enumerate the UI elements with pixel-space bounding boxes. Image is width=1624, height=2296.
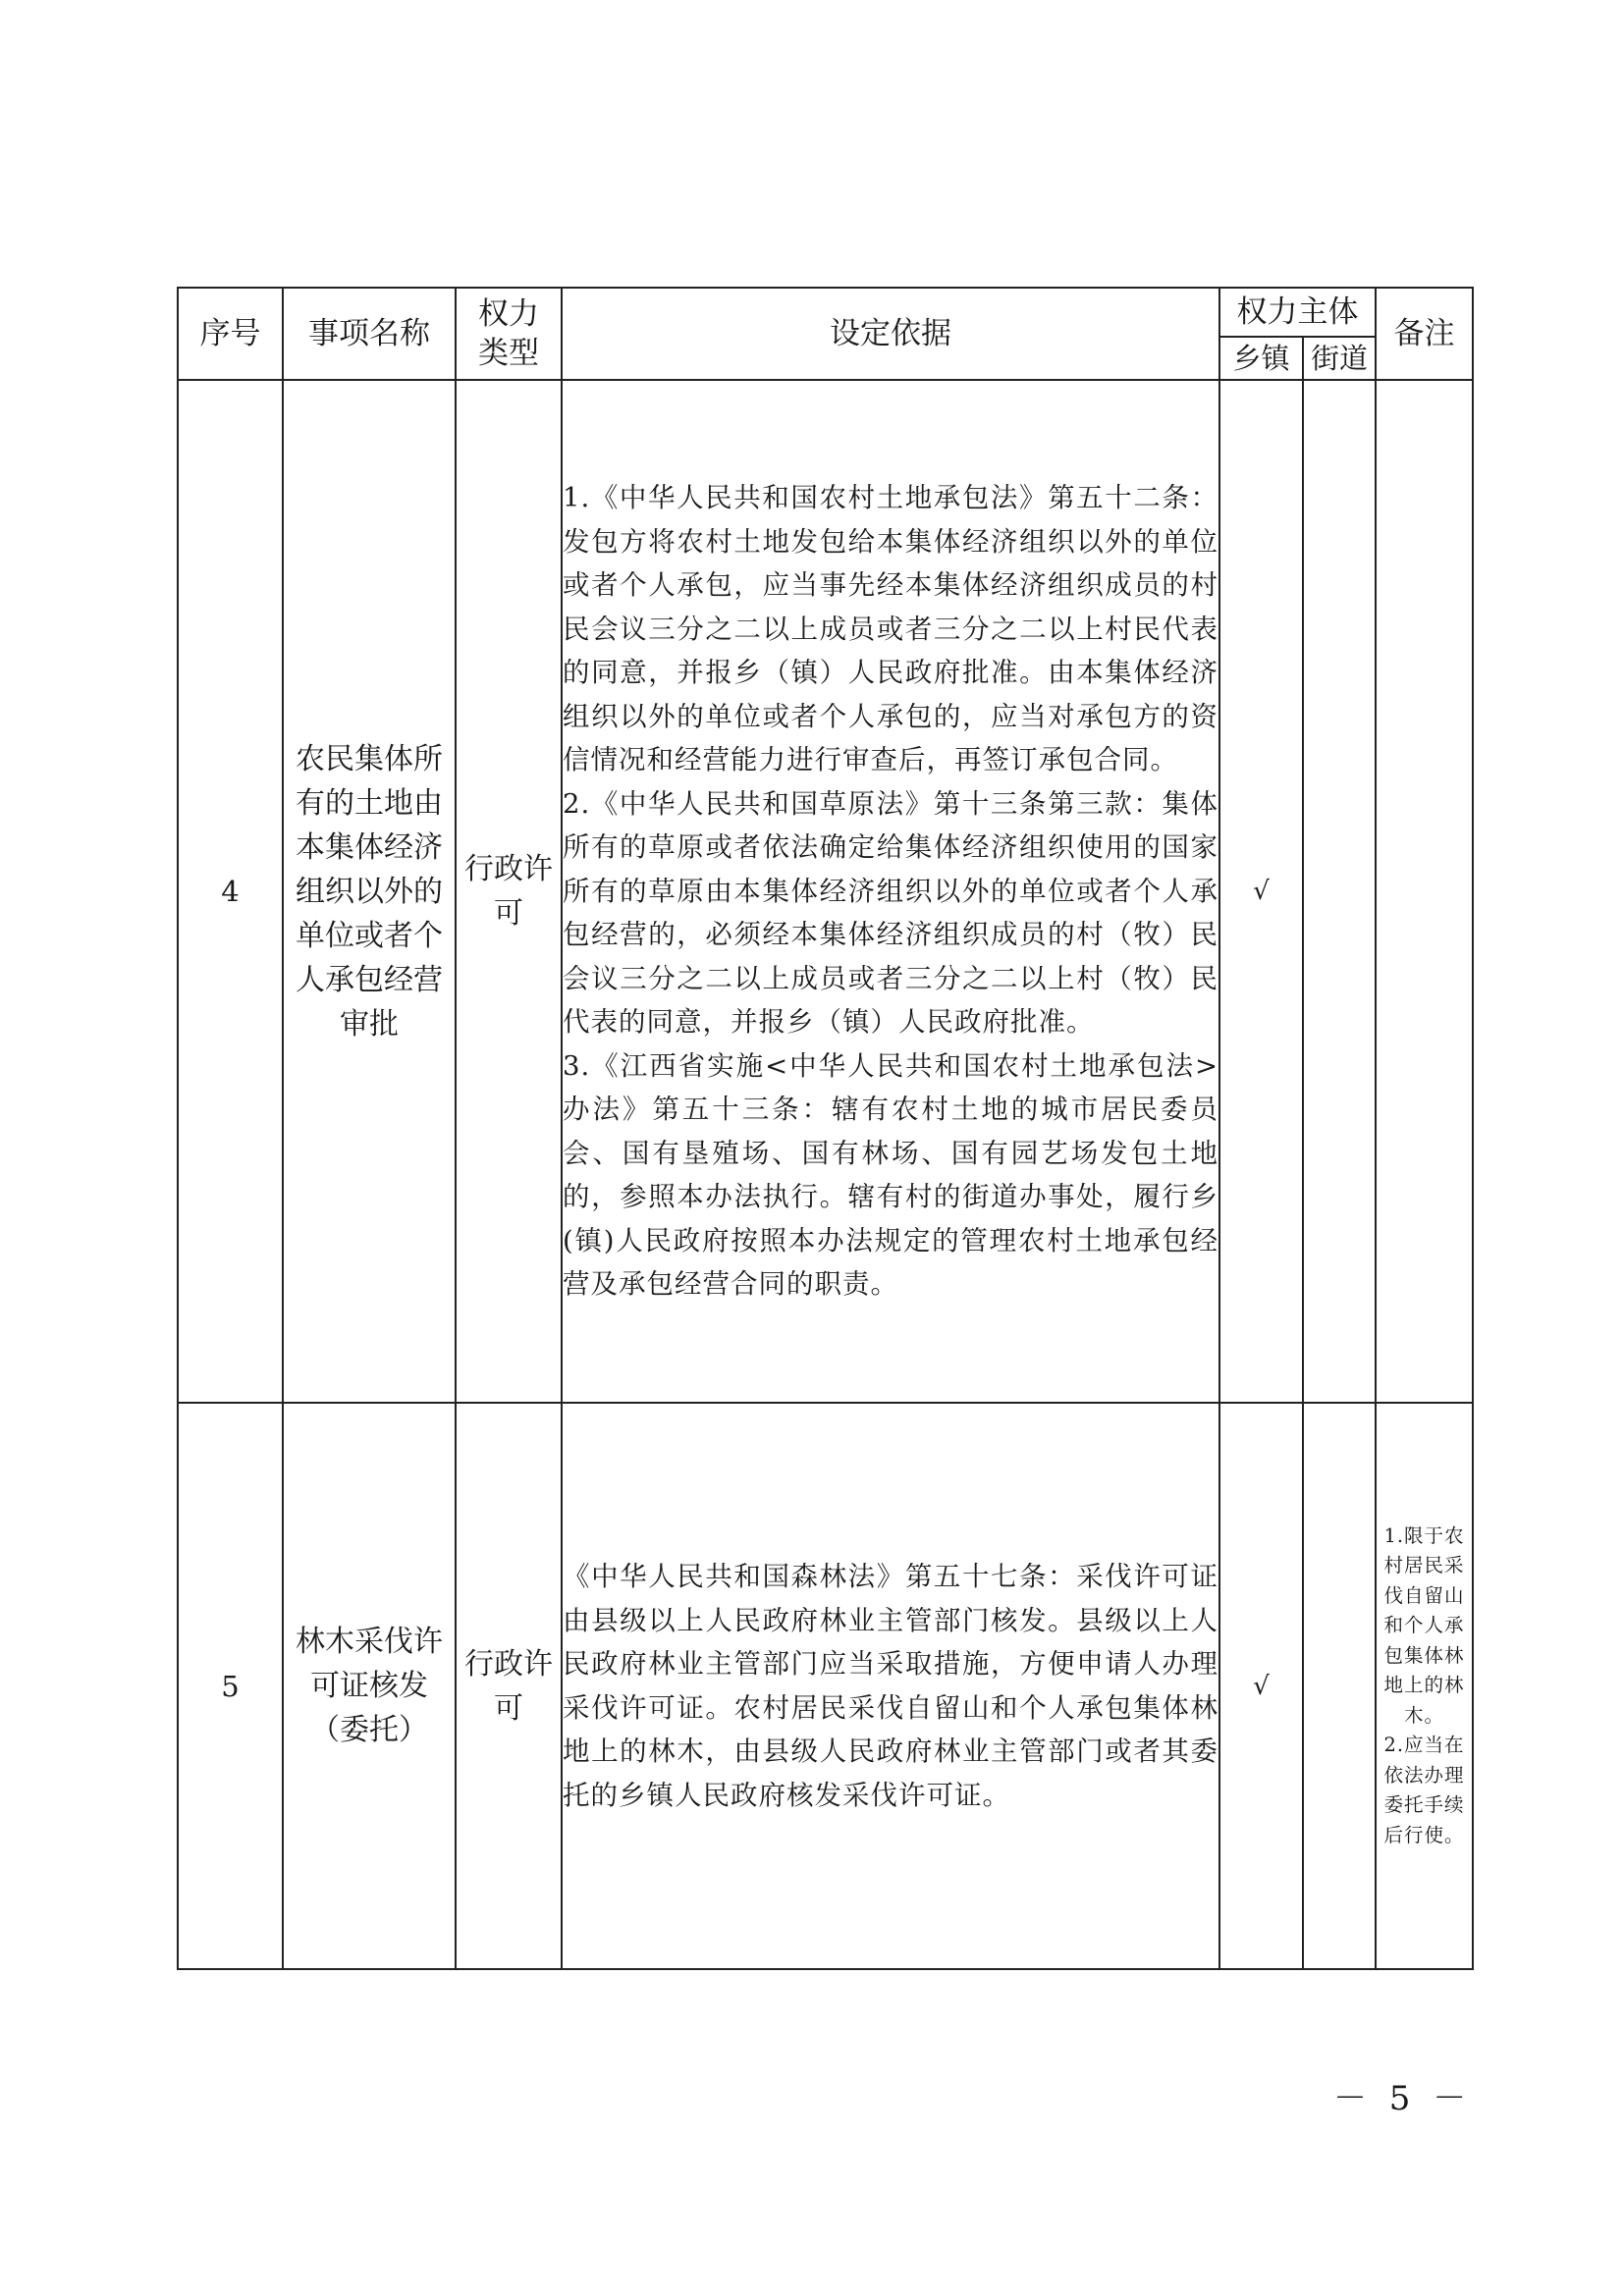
row-basis <box>562 380 1219 1403</box>
header-seq: 序号 <box>178 288 283 380</box>
table-row <box>178 380 1473 1403</box>
header-item-name: 事项名称 <box>283 288 456 380</box>
basis-paragraph: 《中华人民共和国森林法》第五十七条：采伐许可证由县级以上人民政府林业主管部门核发。县级以上人民政府林业主管部门应当采取措施，方便申请人办理采伐许可证。农村居民采伐自留山和个人承包集体林地上的林木，由县级人民政府林业主管部门或者其委托的乡镇人民政府核发采伐许可证。 <box>563 1561 1218 1811</box>
township-check-mark: √ <box>1219 380 1303 1403</box>
basis-paragraph: 1.《中华人民共和国农村土地承包法》第五十二条：发包方将农村土地发包给本集体经济组织以外的单位或者个人承包，应当事先经本集体经济组织成员的村民会议三分之二以上成员或者三分之二以上村民代表的同意，并报乡（镇）人民政府批准。由本集体经济组织以外的单位或者个人承包的，应当对承包方的资信情况和经营能力进行审查后，再签订承包合同。 <box>563 482 1218 776</box>
row-power-type: 行政许可 <box>456 1403 562 1969</box>
basis-paragraph: 3.《江西省实施<中华人民共和国农村土地承包法>办法》第五十三条：辖有农村土地的城市居民委员会、国有垦殖场、国有林场、国有园艺场发包土地的，参照本办法执行。辖有村的街道办事处，履行乡(镇)人民政府按照本办法规定的管理农村土地承包经营及承包经营合同的职责。 <box>563 1049 1218 1301</box>
remark-paragraph: 1.限于农村居民采伐自留山和个人承包集体林地上的林木。 <box>1383 1523 1465 1727</box>
remark-paragraph: 2.应当在依法办理委托手续后行使。 <box>1383 1734 1465 1846</box>
header-basis: 设定依据 <box>562 288 1219 380</box>
street-cell <box>1303 380 1376 1403</box>
row-remarks <box>1376 1403 1473 1969</box>
page-number: － 5 － <box>1333 2079 1473 2118</box>
row-basis <box>562 1403 1219 1969</box>
header-power-type: 权力 类型 <box>456 288 562 380</box>
header-row <box>178 288 1473 337</box>
table-row <box>178 1403 1473 1969</box>
row-seq: 5 <box>178 1403 283 1969</box>
row-power-type: 行政许可 <box>456 380 562 1403</box>
street-cell <box>1303 1403 1376 1969</box>
row-item-name: 林木采伐许可证核发（委托） <box>283 1403 456 1969</box>
row-remarks <box>1376 380 1473 1403</box>
row-seq: 4 <box>178 380 283 1403</box>
header-township: 乡镇 <box>1219 337 1303 380</box>
township-check-mark: √ <box>1219 1403 1303 1969</box>
header-street: 街道 <box>1303 337 1376 380</box>
row-item-name: 农民集体所有的土地由本集体经济组织以外的单位或者个人承包经营审批 <box>283 380 456 1403</box>
header-remarks: 备注 <box>1376 288 1473 380</box>
header-power-subject: 权力主体 <box>1219 288 1376 337</box>
power-list-table <box>177 287 1474 1970</box>
basis-paragraph: 2.《中华人民共和国草原法》第十三条第三款：集体所有的草原或者依法确定给集体经济组织使用的国家所有的草原由本集体经济组织以外的单位或者个人承包经营的，必须经本集体经济组织成员的村（牧）民会议三分之二以上成员或者三分之二以上村（牧）民代表的同意，并报乡（镇）人民政府批准。 <box>563 787 1218 1039</box>
